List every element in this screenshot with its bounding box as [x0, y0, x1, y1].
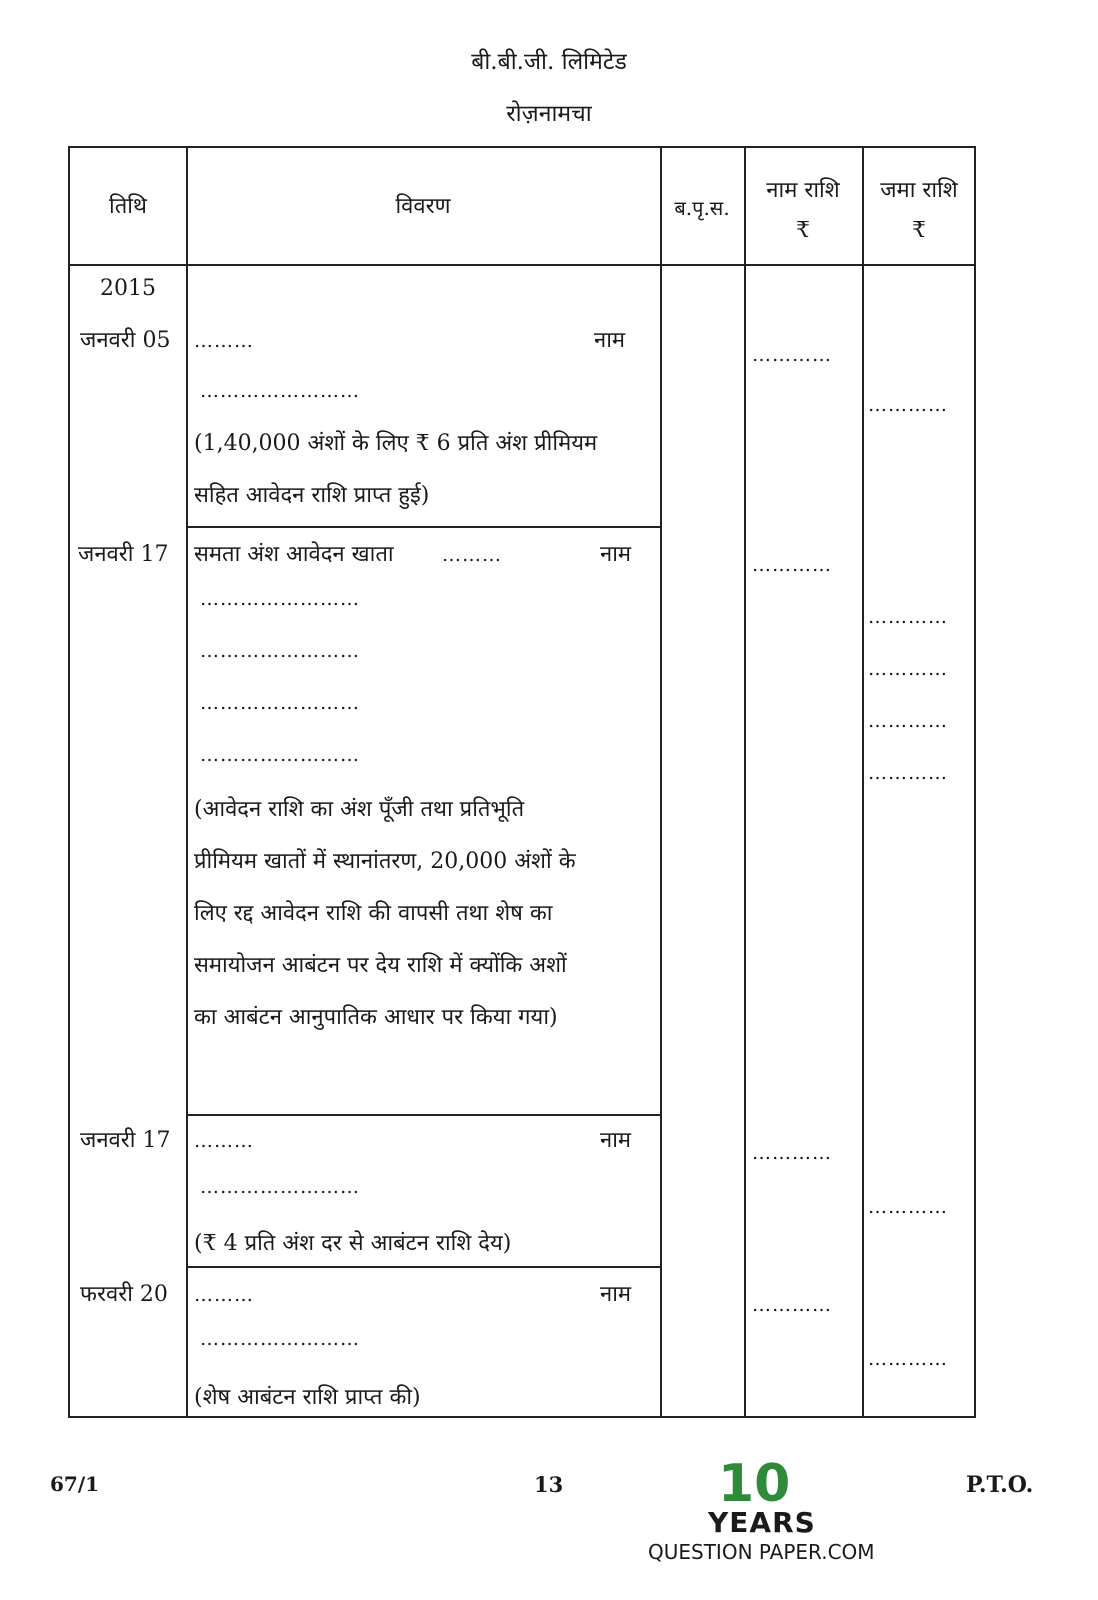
- narration-line: (₹ 4 प्रति अंश दर से आबंटन राशि देय): [194, 1231, 512, 1256]
- header-debit: नाम राशि: [766, 178, 840, 203]
- narration-line: का आबंटन आनुपातिक आधार पर किया गया): [194, 1005, 558, 1030]
- narration-line: (1,40,000 अंशों के लिए ₹ 6 प्रति अंश प्रीमियम: [194, 431, 598, 456]
- account-blank[interactable]: ……………………: [200, 692, 360, 714]
- entry-date: जनवरी 17: [80, 1128, 171, 1153]
- paper-code: 67/1: [50, 1472, 100, 1496]
- entry-date: फरवरी 20: [80, 1282, 168, 1307]
- account-blank[interactable]: ……………………: [200, 588, 360, 610]
- year-label: 2015: [100, 276, 156, 301]
- account-blank[interactable]: ………: [194, 1284, 254, 1306]
- logo-site: QUESTION PAPER.COM: [648, 1540, 875, 1564]
- header-particulars: विवरण: [395, 194, 451, 219]
- logo-years: YEARS: [708, 1506, 816, 1539]
- journal-title: रोज़नामचा: [506, 101, 592, 127]
- narration-line: लिए रद्द आवेदन राशि की वापसी तथा शेष का: [194, 901, 553, 926]
- debit-amount-blank[interactable]: …………: [752, 1294, 832, 1316]
- watermark-logo: [648, 1454, 878, 1588]
- account-blank[interactable]: ……………………: [200, 744, 360, 766]
- dr-label: नाम: [600, 542, 632, 567]
- header-date: तिथि: [109, 194, 147, 219]
- dr-label: नाम: [600, 1282, 632, 1307]
- entry-divider: [186, 526, 660, 528]
- dr-label: नाम: [594, 328, 626, 353]
- company-name: बी.बी.जी. लिमिटेड: [471, 49, 627, 75]
- narration-line: प्रीमियम खातों में स्थानांतरण, 20,000 अंशों के: [194, 849, 576, 874]
- header-credit: जमा राशि: [880, 178, 958, 203]
- header-lf: ब.पृ.स.: [674, 196, 730, 220]
- entry-divider: [186, 1114, 660, 1116]
- journal-table: [68, 146, 976, 1418]
- col-divider: [862, 148, 864, 1416]
- credit-amount-blank[interactable]: …………: [868, 658, 948, 680]
- credit-amount-blank[interactable]: …………: [868, 710, 948, 732]
- account-blank[interactable]: ………: [194, 330, 254, 352]
- account-blank[interactable]: ……………………: [200, 380, 360, 402]
- account-blank[interactable]: ………: [442, 544, 502, 566]
- account-name: समता अंश आवेदन खाता: [194, 542, 394, 567]
- col-divider: [744, 148, 746, 1416]
- header-debit-currency: ₹: [796, 218, 810, 243]
- col-divider: [186, 148, 188, 1416]
- col-divider: [660, 148, 662, 1416]
- credit-amount-blank[interactable]: …………: [868, 606, 948, 628]
- entry-date: जनवरी 17: [78, 542, 169, 567]
- entry-date: जनवरी 05: [80, 328, 171, 353]
- narration-line: (शेष आबंटन राशि प्राप्त की): [194, 1385, 421, 1410]
- narration-line: (आवेदन राशि का अंश पूँजी तथा प्रतिभूति: [194, 797, 525, 822]
- header-credit-currency: ₹: [912, 218, 926, 243]
- credit-amount-blank[interactable]: …………: [868, 1196, 948, 1218]
- logo-number: 10: [718, 1454, 791, 1514]
- credit-amount-blank[interactable]: …………: [868, 762, 948, 784]
- account-blank[interactable]: ……………………: [200, 640, 360, 662]
- narration-line: समायोजन आबंटन पर देय राशि में क्योंकि अशों: [194, 953, 567, 978]
- header-divider: [70, 264, 976, 266]
- credit-amount-blank[interactable]: …………: [868, 394, 948, 416]
- account-blank[interactable]: ………: [194, 1130, 254, 1152]
- credit-amount-blank[interactable]: …………: [868, 1348, 948, 1370]
- debit-amount-blank[interactable]: …………: [752, 554, 832, 576]
- page-number: 13: [534, 1472, 564, 1497]
- debit-amount-blank[interactable]: …………: [752, 1142, 832, 1164]
- account-blank[interactable]: ……………………: [200, 1328, 360, 1350]
- narration-line: सहित आवेदन राशि प्राप्त हुई): [194, 483, 430, 508]
- debit-amount-blank[interactable]: …………: [752, 344, 832, 366]
- pto-label: P.T.O.: [966, 1472, 1034, 1498]
- dr-label: नाम: [600, 1128, 632, 1153]
- account-blank[interactable]: ……………………: [200, 1176, 360, 1198]
